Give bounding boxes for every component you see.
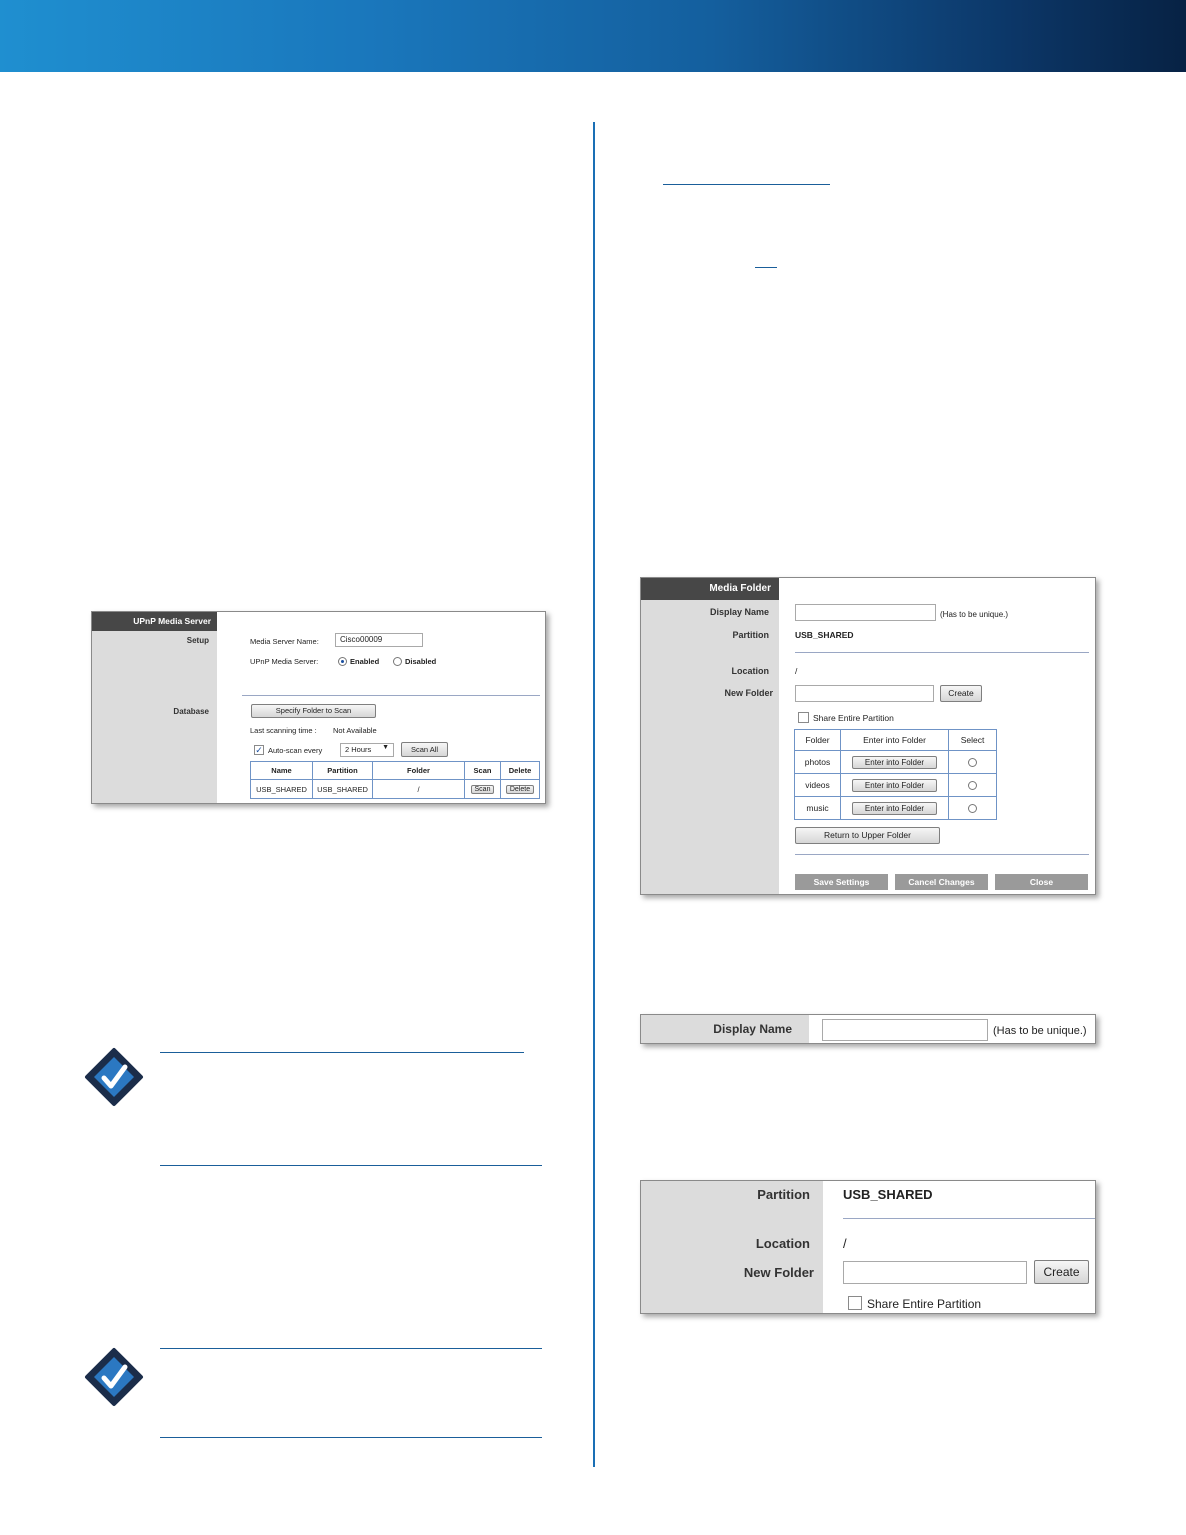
upnp-server-label: UPnP Media Server:	[250, 657, 319, 666]
new-folder-label: New Folder	[724, 688, 773, 698]
enabled-radio[interactable]	[338, 657, 347, 666]
cell-delete	[501, 780, 540, 799]
heading-rule	[663, 184, 830, 185]
last-scan-label: Last scanning time :	[250, 726, 317, 735]
media-folder-separator	[795, 652, 1089, 653]
table-row	[795, 774, 997, 797]
disabled-radio[interactable]	[393, 657, 402, 666]
partition-zoom-separator	[843, 1218, 1096, 1219]
create-button[interactable]: Create	[940, 685, 982, 702]
column-header: Scan	[465, 762, 501, 780]
upnp-header: UPnP Media Server	[92, 612, 217, 631]
column-header: Select	[949, 730, 997, 751]
location-zoom-label: Location	[755, 1236, 810, 1251]
scan-all-button[interactable]: Scan All	[401, 742, 448, 757]
new-folder-zoom-input[interactable]	[843, 1261, 1027, 1284]
column-header: Partition	[313, 762, 373, 780]
display-name-zoom-input[interactable]	[822, 1019, 988, 1041]
cell-scan	[465, 780, 501, 799]
column-header: Folder	[795, 730, 841, 751]
cell-enter	[841, 774, 949, 797]
chevron-down-icon: ▼	[382, 744, 389, 751]
cell-folder: photos	[795, 751, 841, 774]
table-row	[795, 751, 997, 774]
page-banner	[0, 0, 1186, 72]
checkmark-note-icon	[84, 1347, 144, 1407]
cell-select	[949, 797, 997, 820]
display-name-zoom-panel	[640, 1014, 1096, 1044]
save-settings-button[interactable]: Save Settings	[795, 874, 888, 890]
enabled-label: Enabled	[350, 657, 380, 666]
autoscan-checkbox[interactable]: ✓	[255, 745, 263, 755]
server-name-label: Media Server Name:	[250, 637, 319, 646]
cell-enter	[841, 751, 949, 774]
location-zoom-value: /	[843, 1236, 847, 1251]
link-underline	[755, 267, 777, 268]
partition-zoom-value: USB_SHARED	[843, 1187, 933, 1202]
cell-select	[949, 751, 997, 774]
new-folder-input[interactable]	[795, 685, 934, 702]
delete-button[interactable]: Delete	[506, 785, 534, 794]
table-row	[795, 797, 997, 820]
checkmark-note-icon	[84, 1047, 144, 1107]
autoscan-label: Auto-scan every	[268, 746, 323, 755]
setup-label: Setup	[186, 636, 209, 645]
select-radio[interactable]	[968, 804, 977, 813]
media-folder-panel	[640, 577, 1096, 895]
display-name-zoom-label: Display Name	[713, 1022, 792, 1036]
cell-enter	[841, 797, 949, 820]
enter-folder-button[interactable]: Enter into Folder	[852, 756, 937, 769]
partition-zoom-label: Partition	[757, 1187, 810, 1202]
column-header: Folder	[373, 762, 465, 780]
location-value: /	[795, 666, 798, 676]
scan-button[interactable]: Scan	[471, 785, 495, 794]
interval-value: 2 Hours	[345, 745, 372, 754]
note-rule-top-1	[160, 1052, 524, 1053]
last-scan-value: Not Available	[333, 726, 377, 735]
share-entire-zoom-checkbox[interactable]	[848, 1296, 862, 1310]
note-rule-bottom-1	[160, 1165, 542, 1166]
disabled-label: Disabled	[405, 657, 437, 666]
media-folder-header: Media Folder	[641, 578, 779, 600]
cell-folder: videos	[795, 774, 841, 797]
note-rule-top-2	[160, 1348, 542, 1349]
create-zoom-button[interactable]: Create	[1034, 1260, 1089, 1284]
upnp-separator	[242, 695, 540, 696]
cell-folder: /	[373, 780, 465, 799]
column-divider	[593, 122, 595, 1467]
interval-select[interactable]	[340, 743, 394, 757]
share-entire-zoom-label: Share Entire Partition	[867, 1297, 982, 1311]
display-name-zoom-hint: (Has to be unique.)	[993, 1025, 1087, 1037]
cancel-changes-button[interactable]: Cancel Changes	[895, 874, 988, 890]
column-header: Name	[251, 762, 313, 780]
database-label: Database	[173, 707, 209, 716]
partition-zoom-panel	[640, 1180, 1096, 1314]
media-folder-table	[794, 729, 997, 820]
table-row	[251, 780, 540, 799]
enter-folder-button[interactable]: Enter into Folder	[852, 802, 937, 815]
footer-separator	[795, 854, 1089, 855]
enter-folder-button[interactable]: Enter into Folder	[852, 779, 937, 792]
cell-folder: music	[795, 797, 841, 820]
display-name-input[interactable]	[795, 604, 936, 621]
column-header: Delete	[501, 762, 540, 780]
partition-value: USB_SHARED	[795, 630, 854, 640]
location-label: Location	[731, 666, 769, 676]
close-button[interactable]: Close	[995, 874, 1088, 890]
table-header-row	[251, 762, 540, 780]
cell-name: USB_SHARED	[251, 780, 313, 799]
note-rule-bottom-2	[160, 1437, 542, 1438]
display-name-label: Display Name	[709, 607, 769, 617]
table-header-row	[795, 730, 997, 751]
column-header: Enter into Folder	[841, 730, 949, 751]
specify-folder-button[interactable]: Specify Folder to Scan	[251, 704, 376, 718]
return-upper-folder-button[interactable]: Return to Upper Folder	[795, 827, 940, 844]
new-folder-zoom-label: New Folder	[743, 1265, 814, 1280]
share-entire-checkbox[interactable]	[798, 712, 809, 723]
select-radio[interactable]	[968, 781, 977, 790]
display-name-hint: (Has to be unique.)	[940, 610, 1009, 619]
cell-select	[949, 774, 997, 797]
cell-partition: USB_SHARED	[313, 780, 373, 799]
partition-label: Partition	[732, 630, 769, 640]
media-folder-sidebar	[641, 578, 779, 894]
select-radio[interactable]	[968, 758, 977, 767]
share-entire-label: Share Entire Partition	[813, 713, 894, 723]
server-name-input[interactable]: Cisco00009	[335, 633, 423, 647]
upnp-folder-table	[250, 761, 540, 799]
upnp-media-server-panel	[91, 611, 546, 804]
